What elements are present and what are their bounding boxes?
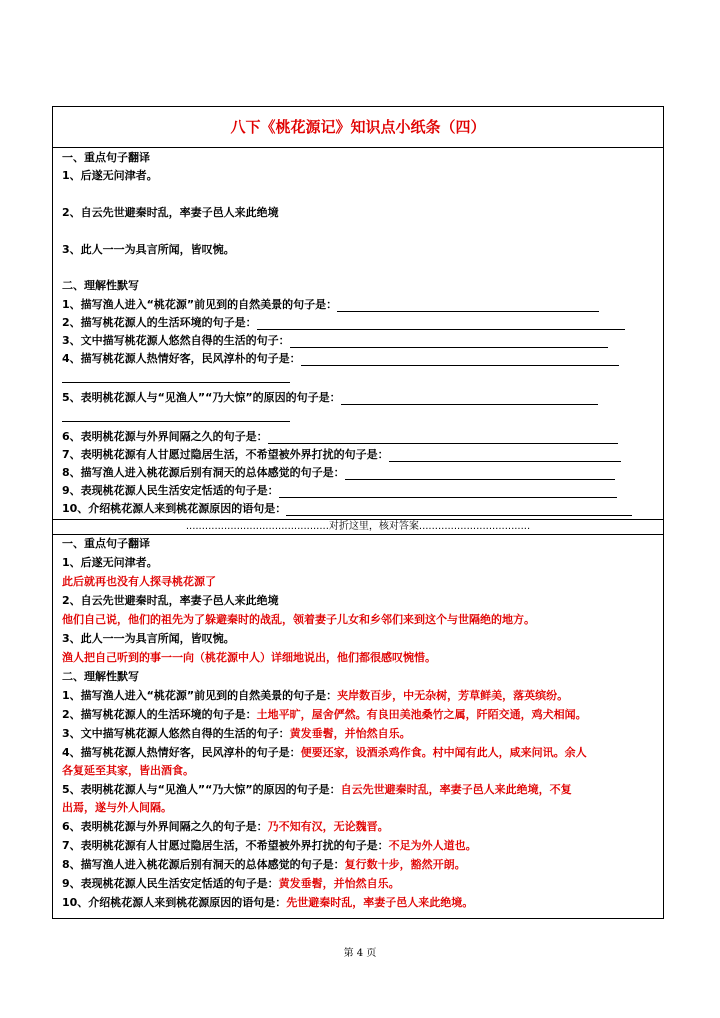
dictation-question-3: 3、文中描写桃花源人悠然自得的生活的句子： <box>62 334 608 348</box>
dictation-question-2: 2、描写桃花源人的生活环境的句子是： <box>62 316 625 330</box>
dictation-question-5: 5、表明桃花源人与“见渔人”“乃大惊”的原因的句子是： <box>62 391 598 405</box>
answer-dictation-5-continued: 出焉，遂与外人间隔。 <box>62 801 172 814</box>
answer-blank[interactable] <box>286 503 632 516</box>
answer-section-heading-translation: 一、重点句子翻译 <box>62 537 150 550</box>
answer-blank[interactable] <box>62 382 290 383</box>
worksheet-title: 八下《桃花源记》知识点小纸条（四） <box>53 107 663 148</box>
answer-blank[interactable] <box>62 421 290 422</box>
answer-blank[interactable] <box>268 431 618 444</box>
dictation-question-7: 7、表明桃花源有人甘愿过隐居生活，不希望被外界打扰的句子是： <box>62 448 621 462</box>
question-sentence-2: 2、自云先世避秦时乱，率妻子邑人来此绝境 <box>62 206 279 219</box>
answer-sentence-3: 3、此人一一为具言所闻，皆叹惋。 <box>62 632 235 645</box>
answer-dictation-5: 5、表明桃花源人与“见渔人”“乃大惊”的原因的句子是：自云先世避秦时乱，率妻子邑人来此绝境，不复 <box>62 783 572 796</box>
question-sentence-1: 1、后遂无问津者。 <box>62 169 158 182</box>
answer-dictation-1: 1、描写渔人进入“桃花源”前见到的自然美景的句子是：夹岸数百步，中无杂树，芳草鲜美，落英缤纷。 <box>62 689 569 702</box>
answer-sentence-3-translation: 渔人把自己听到的事一一向（桃花源中人）详细地说出，他们都很感叹惋惜。 <box>62 651 436 664</box>
answer-dictation-4: 4、描写桃花源人热情好客，民风淳朴的句子是：便要还家，设酒杀鸡作食。村中闻有此人，咸来问讯。余人 <box>62 746 587 759</box>
answer-blank[interactable] <box>389 449 621 462</box>
answer-dictation-7: 7、表明桃花源有人甘愿过隐居生活，不希望被外界打扰的句子是：不足为外人道也。 <box>62 839 477 852</box>
answer-blank[interactable] <box>290 335 608 348</box>
answer-blank[interactable] <box>345 467 615 480</box>
answer-sentence-1: 1、后遂无问津者。 <box>62 556 158 569</box>
answer-blank[interactable] <box>341 392 598 405</box>
answer-dictation-3: 3、文中描写桃花源人悠然自得的生活的句子：黄发垂髫，并怡然自乐。 <box>62 727 411 740</box>
answer-section-heading-dictation: 二、理解性默写 <box>62 670 139 683</box>
answer-sentence-1-translation: 此后就再也没有人探寻桃花源了 <box>62 575 216 588</box>
dictation-question-10: 10、介绍桃花源人来到桃花源原因的语句是： <box>62 502 632 516</box>
answer-sentence-2: 2、自云先世避秦时乱，率妻子邑人来此绝境 <box>62 594 279 607</box>
answer-blank[interactable] <box>279 485 617 498</box>
answer-dictation-9: 9、表现桃花源人民生活安定恬适的句子是：黄发垂髫，并怡然自乐。 <box>62 877 400 890</box>
dictation-question-8: 8、描写渔人进入桃花源后别有洞天的总体感觉的句子是： <box>62 466 615 480</box>
dictation-question-9: 9、表现桃花源人民生活安定恬适的句子是： <box>62 484 617 498</box>
fold-divider: .............................................对折这里，核对答案................................... <box>53 519 663 535</box>
question-sentence-3: 3、此人一一为具言所闻，皆叹惋。 <box>62 243 235 256</box>
section-heading-translation: 一、重点句子翻译 <box>62 151 150 164</box>
worksheet-table <box>52 106 664 919</box>
section-heading-dictation: 二、理解性默写 <box>62 279 139 292</box>
answer-dictation-4-continued: 各复延至其家，皆出酒食。 <box>62 764 194 777</box>
answer-dictation-10: 10、介绍桃花源人来到桃花源原因的语句是：先世避秦时乱，率妻子邑人来此绝境。 <box>62 896 474 909</box>
answer-blank[interactable] <box>301 353 619 366</box>
answer-blank[interactable] <box>257 317 625 330</box>
dictation-question-6: 6、表明桃花源与外界间隔之久的句子是： <box>62 430 618 444</box>
answer-dictation-8: 8、描写渔人进入桃花源后别有洞天的总体感觉的句子是：复行数十步，豁然开朗。 <box>62 858 466 871</box>
dictation-question-4: 4、描写桃花源人热情好客，民风淳朴的句子是： <box>62 352 619 366</box>
answer-sentence-2-translation: 他们自己说，他们的祖先为了躲避秦时的战乱，领着妻子儿女和乡邻们来到这个与世隔绝的地方。 <box>62 613 535 626</box>
answer-blank[interactable] <box>337 299 599 312</box>
answer-dictation-6: 6、表明桃花源与外界间隔之久的句子是：乃不知有汉，无论魏晋。 <box>62 820 389 833</box>
answer-dictation-2: 2、描写桃花源人的生活环境的句子是：土地平旷，屋舍俨然。有良田美池桑竹之属，阡陌交通，鸡犬相闻。 <box>62 708 587 721</box>
page-number: 第 4 页 <box>343 948 377 959</box>
dictation-question-1: 1、描写渔人进入“桃花源”前见到的自然美景的句子是： <box>62 298 599 312</box>
